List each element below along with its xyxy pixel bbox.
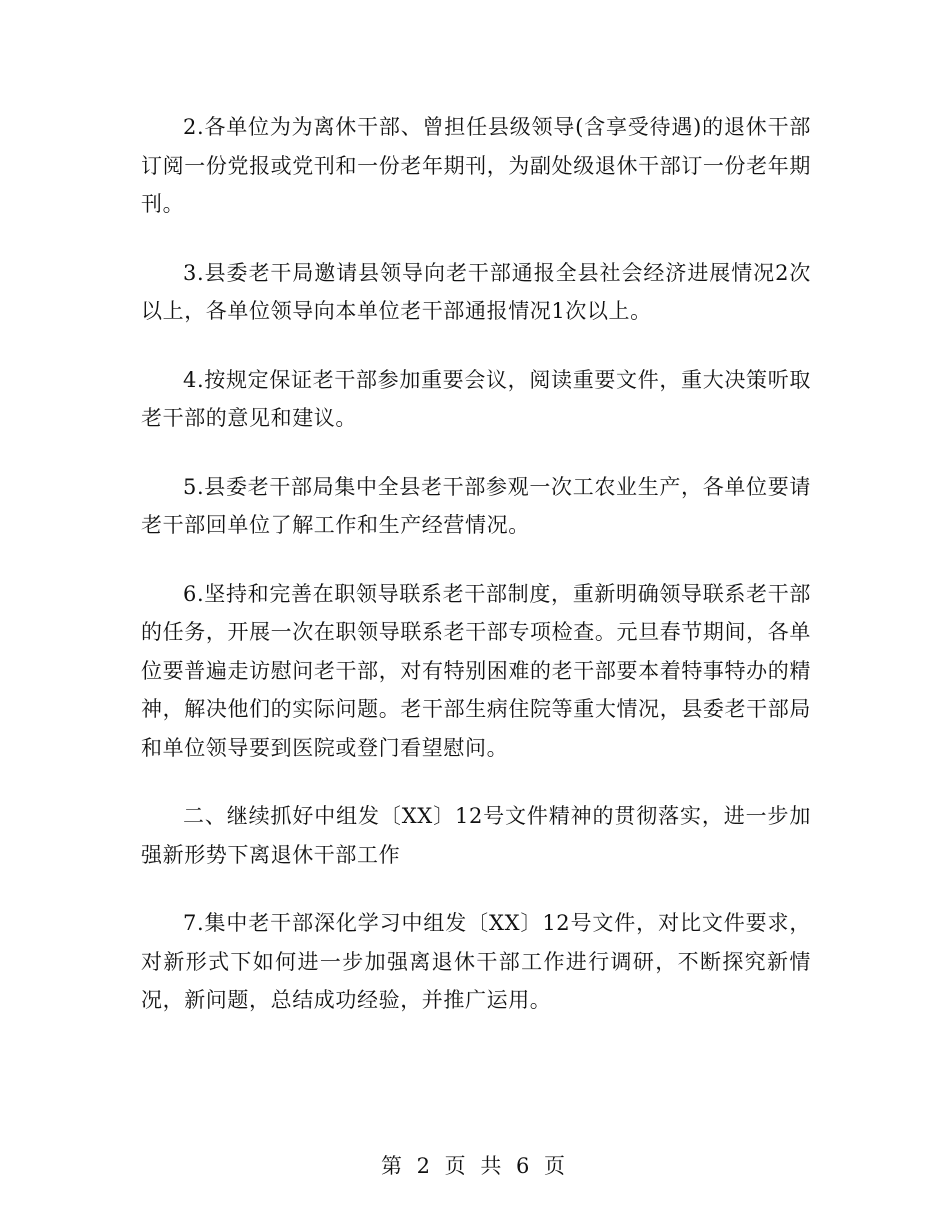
paragraph-item-2: 2.各单位为为离休干部、曾担任县级领导(含享受待遇)的退休干部订阅一份党报或党刊和一份老年期刊，为副处级退休干部订一份老年期刊。 (141, 115, 811, 216)
paragraph-item-6: 6.坚持和完善在职领导联系老干部制度，重新明确领导联系老干部的任务，开展一次在职领导联系老干部专项检查。元旦春节期间，各单位要普遍走访慰问老干部，对有特别困难的老干部要本着特事特办的精神，解决他们的实际问题。老干部生病住院等重大情况，县委老干部局和单位领导要到医院或登门看望慰问。 (141, 581, 811, 760)
paragraph-item-7: 7.集中老干部深化学习中组发〔XX〕12号文件，对比文件要求，对新形式下如何进一步加强离退休干部工作进行调研，不断探究新情况，新问题，总结成功经验，并推广运用。 (141, 911, 811, 1012)
page-number-footer: 第 2 页 共 6 页 (380, 1154, 570, 1178)
document-body (141, 108, 811, 1050)
paragraph-item-3: 3.县委老干局邀请县领导向老干部通报全县社会经济进展情况2次以上，各单位领导向本单位老干部通报情况1次以上。 (141, 260, 811, 323)
paragraph-item-5: 5.县委老干部局集中全县老干部参观一次工农业生产，各单位要请老干部回单位了解工作和生产经营情况。 (141, 474, 811, 537)
section-heading-2: 二、继续抓好中组发〔XX〕12号文件精神的贯彻落实，进一步加强新形势下离退休干部工作 (141, 804, 811, 867)
paragraph-item-4: 4.按规定保证老干部参加重要会议，阅读重要文件，重大决策听取老干部的意见和建议。 (141, 367, 811, 430)
